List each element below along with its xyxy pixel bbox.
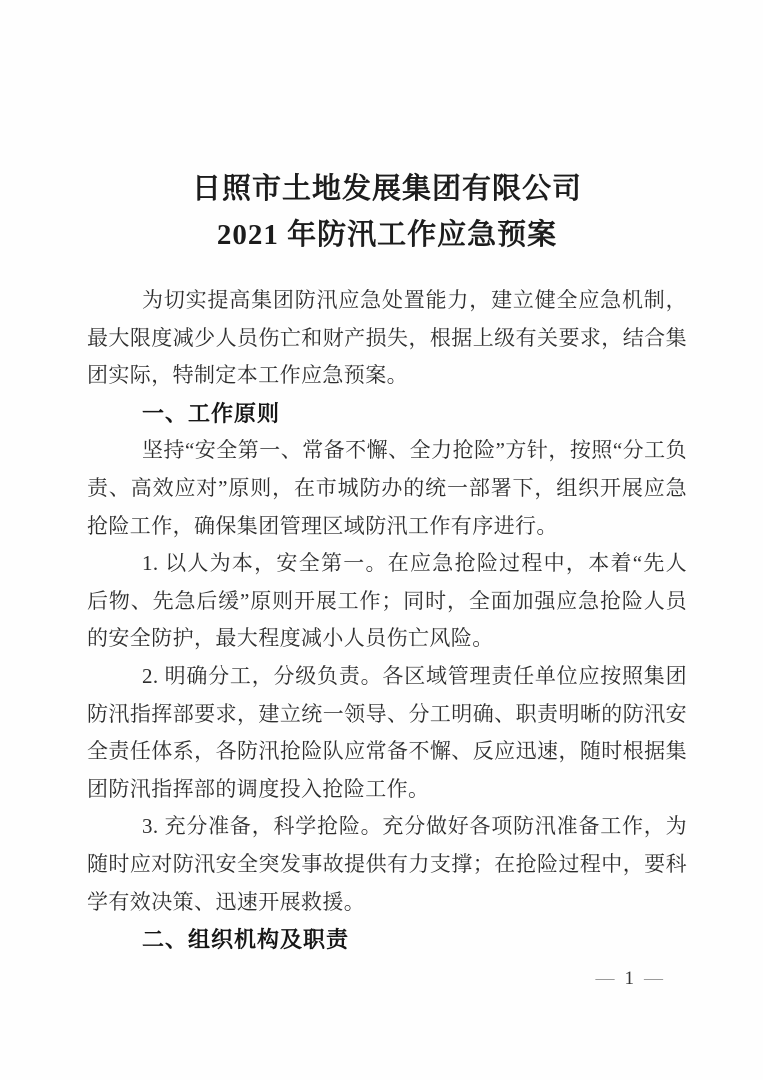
principles-paragraph: 坚持“安全第一、常备不懈、全力抢险”方针，按照“分工负责、高效应对”原则，在市城防办的统一部署下，组织开展应急抢险工作，确保集团管理区域防汛工作有序进行。 xyxy=(87,438,687,538)
document-title xyxy=(87,166,687,258)
page-number xyxy=(596,968,664,990)
principle-item-2: 2. 明确分工，分级负责。各区域管理责任单位应按照集团防汛指挥部要求，建立统一领导、分工明确、职责明晰的防汛安全责任体系，各防汛抢险队应常备不懈、反应迅速，随时根据集团防汛指挥部的调度投入抢险工作。 xyxy=(87,663,687,801)
document-title-line2: 2021 年防汛工作应急预案 xyxy=(216,219,558,251)
page-number-value: 1 xyxy=(624,968,634,989)
intro-paragraph: 为切实提高集团防汛应急处置能力，建立健全应急机制，最大限度减少人员伤亡和财产损失，根据上级有关要求，结合集团实际，特制定本工作应急预案。 xyxy=(87,288,687,388)
page-number-dash-right: — xyxy=(644,968,663,989)
principle-item-1: 1. 以人为本，安全第一。在应急抢险过程中，本着“先人后物、先急后缓”原则开展工作；同时，全面加强应急抢险人员的安全防护，最大程度减小人员伤亡风险。 xyxy=(87,551,687,651)
document-title-line1: 日照市土地发展集团有限公司 xyxy=(191,173,582,205)
document-body xyxy=(87,282,687,959)
principle-item-3: 3. 充分准备，科学抢险。充分做好各项防汛准备工作，为随时应对防汛安全突发事故提供有力支撑；在抢险过程中，要科学有效决策、迅速开展救援。 xyxy=(87,814,687,914)
section-heading-2: 二、组织机构及职责 xyxy=(142,927,350,953)
page-number-dash-left: — xyxy=(595,968,615,989)
section-heading-1: 一、工作原则 xyxy=(142,400,281,426)
